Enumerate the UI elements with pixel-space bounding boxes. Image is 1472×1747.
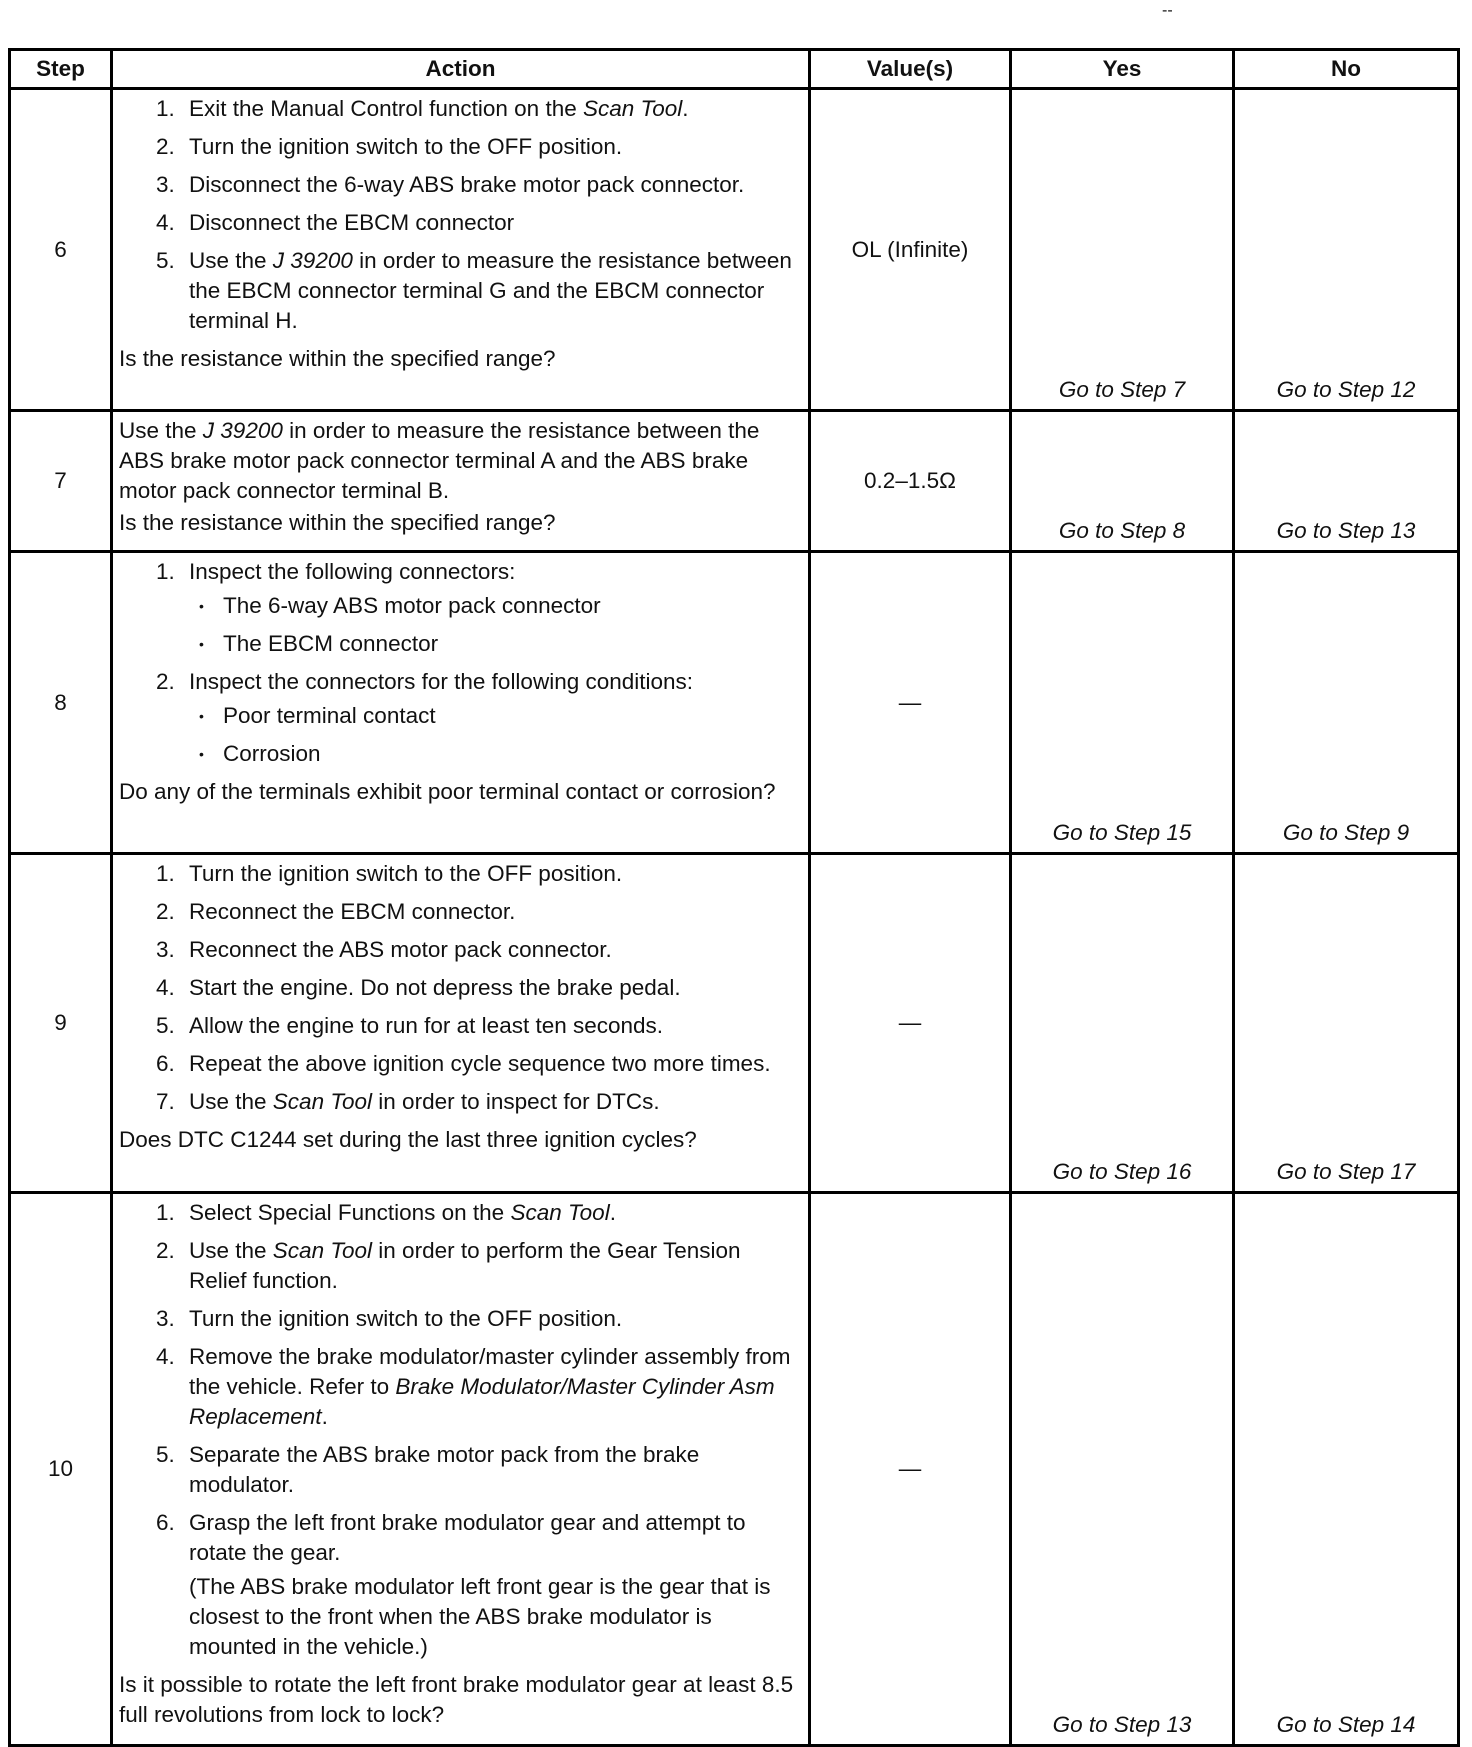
value-cell: — — [810, 854, 1011, 1193]
action-item: 2. Inspect the connectors for the following conditions: • Poor terminal contact • Corrosion — [181, 667, 802, 769]
no-cell: Go to Step 9 — [1234, 552, 1459, 854]
step-number: 7 — [10, 411, 112, 552]
value-cell: — — [810, 1193, 1011, 1746]
header-step: Step — [10, 50, 112, 89]
table-row — [10, 89, 1459, 411]
action-item: 5. Allow the engine to run for at least ten seconds. — [181, 1011, 802, 1041]
no-cell: Go to Step 17 — [1234, 854, 1459, 1193]
action-item: 3. Reconnect the ABS motor pack connector. — [181, 935, 802, 965]
action-item: 2. Reconnect the EBCM connector. — [181, 897, 802, 927]
table-row — [10, 854, 1459, 1193]
no-cell: Go to Step 12 — [1234, 89, 1459, 411]
action-list — [119, 1198, 802, 1662]
question-text: Is the resistance within the specified range? — [119, 510, 556, 535]
header-yes: Yes — [1011, 50, 1234, 89]
question-text: Does DTC C1244 set during the last three ignition cycles? — [119, 1127, 697, 1152]
step-number: 9 — [10, 854, 112, 1193]
diagnostic-table — [8, 48, 1460, 1747]
sub-item: • The EBCM connector — [213, 629, 802, 659]
sub-item: • Corrosion — [213, 739, 802, 769]
action-item: 4. Remove the brake modulator/master cylinder assembly from the vehicle. Refer to Brake Modulator/Master Cylinder Asm Replacement. — [181, 1342, 802, 1432]
note-text: (The ABS brake modulator left front gear is the gear that is closest to the front when the ABS brake modulator is mounted in the vehicle.) — [189, 1574, 771, 1659]
action-item: 3. Turn the ignition switch to the OFF position. — [181, 1304, 802, 1334]
table-row — [10, 411, 1459, 552]
action-item: 4. Start the engine. Do not depress the brake pedal. — [181, 973, 802, 1003]
top-mark: -- — [1162, 2, 1173, 19]
action-item: 2. Use the Scan Tool in order to perform the Gear Tension Relief function. — [181, 1236, 802, 1296]
action-cell — [112, 89, 810, 411]
action-item: 1. Turn the ignition switch to the OFF position. — [181, 859, 802, 889]
no-cell: Go to Step 14 — [1234, 1193, 1459, 1746]
action-item: 7. Use the Scan Tool in order to inspect for DTCs. — [181, 1087, 802, 1117]
yes-cell: Go to Step 15 — [1011, 552, 1234, 854]
action-item: 4. Disconnect the EBCM connector — [181, 208, 802, 238]
action-item: 3. Disconnect the 6-way ABS brake motor pack connector. — [181, 170, 802, 200]
sub-item: • Poor terminal contact — [213, 701, 802, 731]
yes-cell: Go to Step 7 — [1011, 89, 1234, 411]
value-cell: 0.2–1.5Ω — [810, 411, 1011, 552]
action-text: Use the J 39200 in order to measure the resistance between the ABS brake motor pack connector terminal A and the ABS brake motor pack connector terminal B. — [119, 418, 760, 503]
value-cell: — — [810, 552, 1011, 854]
action-item: 5. Use the J 39200 in order to measure the resistance between the EBCM connector terminal G and the EBCM connector terminal H. — [181, 246, 802, 336]
sub-list — [189, 591, 802, 659]
sub-item: • The 6-way ABS motor pack connector — [213, 591, 802, 621]
action-list — [119, 557, 802, 769]
header-row — [10, 50, 1459, 89]
yes-cell: Go to Step 16 — [1011, 854, 1234, 1193]
action-item: 1. Select Special Functions on the Scan Tool. — [181, 1198, 802, 1228]
action-item: 5. Separate the ABS brake motor pack from the brake modulator. — [181, 1440, 802, 1500]
action-cell — [112, 854, 810, 1193]
action-cell — [112, 552, 810, 854]
action-item: 1. Inspect the following connectors: • The 6-way ABS motor pack connector • The EBCM connector — [181, 557, 802, 659]
header-value: Value(s) — [810, 50, 1011, 89]
question-text: Is the resistance within the specified range? — [119, 346, 556, 371]
step-number: 8 — [10, 552, 112, 854]
no-cell: Go to Step 13 — [1234, 411, 1459, 552]
action-item: 6. Repeat the above ignition cycle sequence two more times. — [181, 1049, 802, 1079]
header-no: No — [1234, 50, 1459, 89]
action-cell — [112, 411, 810, 552]
action-item: 2. Turn the ignition switch to the OFF position. — [181, 132, 802, 162]
action-cell — [112, 1193, 810, 1746]
step-number: 10 — [10, 1193, 112, 1746]
header-action: Action — [112, 50, 810, 89]
sub-list — [189, 701, 802, 769]
question-text: Is it possible to rotate the left front brake modulator gear at least 8.5 full revolutions from lock to lock? — [119, 1672, 794, 1727]
step-number: 6 — [10, 89, 112, 411]
yes-cell: Go to Step 8 — [1011, 411, 1234, 552]
question-text: Do any of the terminals exhibit poor terminal contact or corrosion? — [119, 779, 776, 804]
action-list — [119, 859, 802, 1117]
action-list — [119, 94, 802, 336]
value-cell: OL (Infinite) — [810, 89, 1011, 411]
table-row — [10, 552, 1459, 854]
yes-cell: Go to Step 13 — [1011, 1193, 1234, 1746]
action-item: 6. Grasp the left front brake modulator gear and attempt to rotate the gear. (The ABS brake modulator left front gear is the gear that is closest to the front when the ABS brake modulator is mounted in the vehicle.) — [181, 1508, 802, 1662]
action-item: 1. Exit the Manual Control function on the Scan Tool. — [181, 94, 802, 124]
table-row — [10, 1193, 1459, 1746]
